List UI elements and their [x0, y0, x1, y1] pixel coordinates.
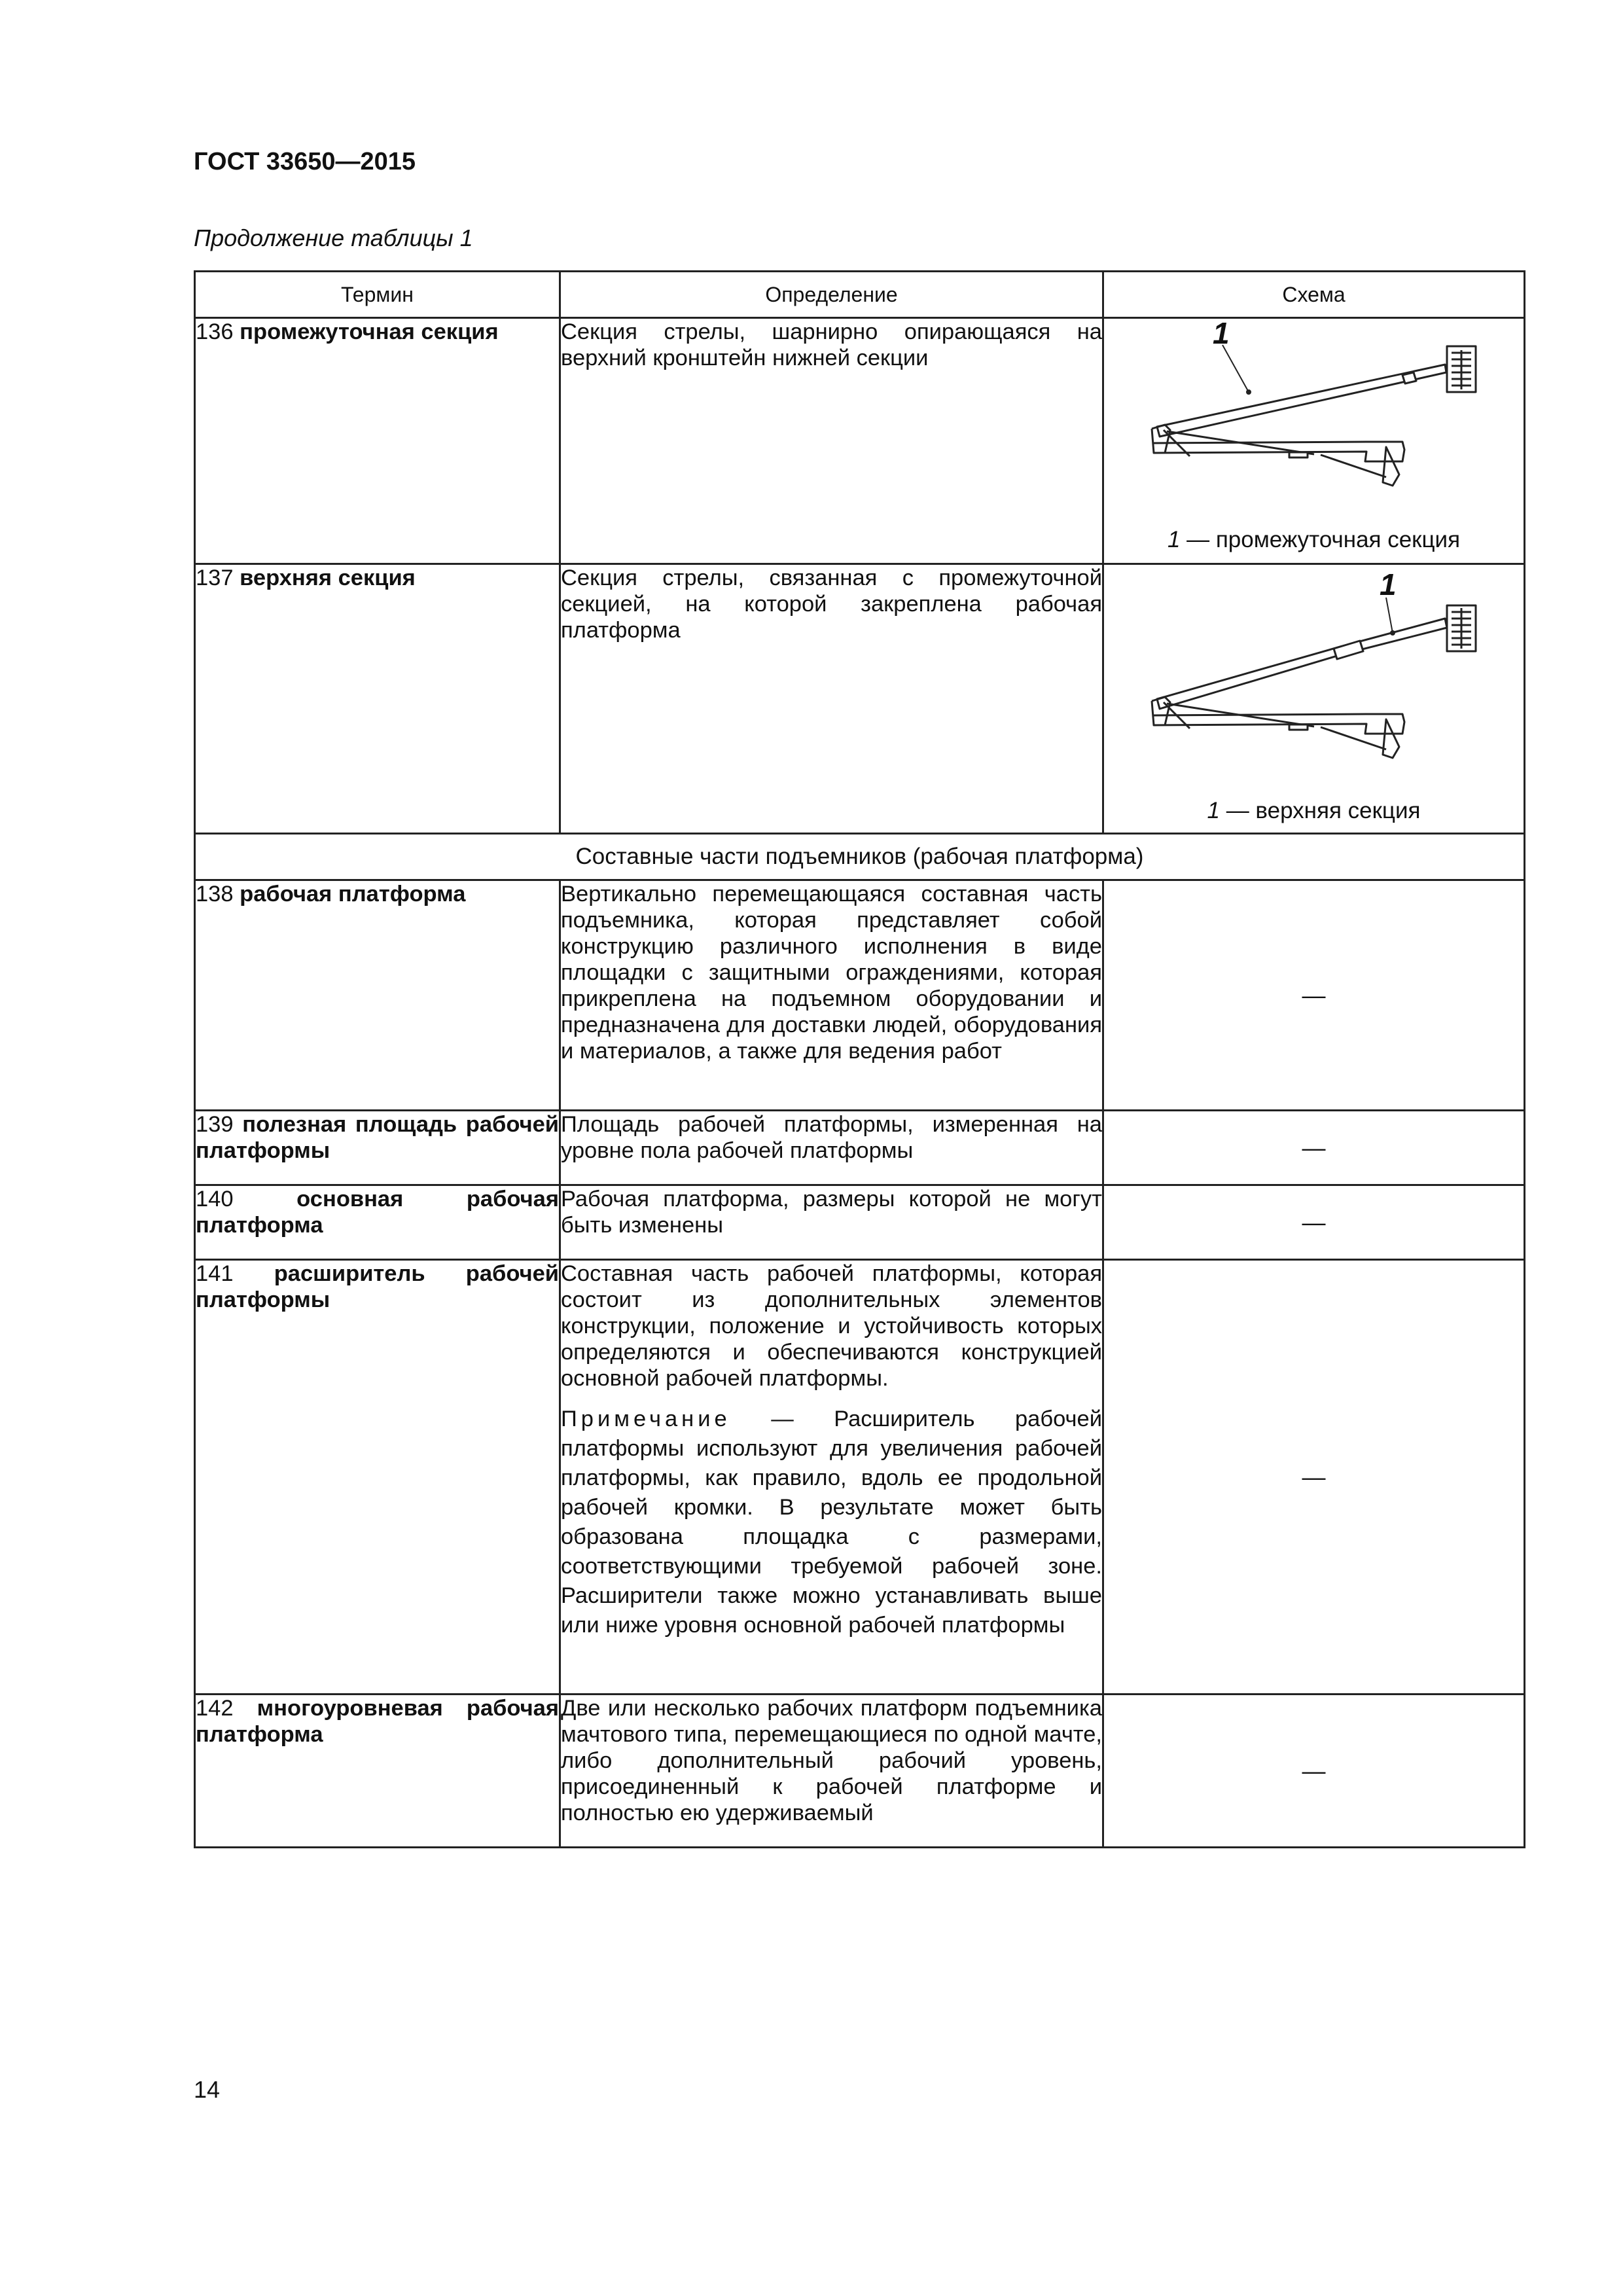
definition-text: Секция стрелы, шарнирно опирающаяся на верхний кронштейн нижней секции — [561, 319, 1102, 370]
boom-band-shape — [1402, 372, 1416, 384]
definition-text: Секция стрелы, связанная с промежуточной секцией, на которой закреплена рабочая платформа — [561, 565, 1102, 643]
scheme-caption-text: — промежуточная секция — [1180, 527, 1461, 552]
term-cell — [195, 564, 560, 834]
term-number: 137 — [196, 565, 234, 590]
section-heading: Составные части подъемников (рабочая платформа) — [195, 834, 1525, 880]
term-name: промежуточная секция — [240, 319, 499, 344]
page-number: 14 — [194, 2076, 221, 2103]
boom-band-shape — [1334, 641, 1363, 659]
document-header: ГОСТ 33650—2015 — [194, 148, 416, 175]
term-cell — [195, 1260, 560, 1695]
table-row — [195, 1695, 1525, 1848]
intermediate-boom-shape — [1157, 647, 1342, 709]
definition-note — [561, 1405, 1102, 1640]
scheme-caption — [1104, 798, 1524, 824]
term-cell — [195, 1111, 560, 1185]
table-row — [195, 880, 1525, 1111]
term-number: 141 — [196, 1261, 234, 1286]
definition-cell — [560, 1695, 1103, 1848]
scheme-cell — [1103, 564, 1525, 834]
scheme-dash: — — [1103, 1185, 1525, 1260]
leader-dot — [1246, 389, 1251, 395]
term-number: 136 — [196, 319, 234, 344]
section-heading-row — [195, 834, 1525, 880]
scheme-dash: — — [1103, 1111, 1525, 1185]
table-row — [195, 1260, 1525, 1695]
definition-cell — [560, 1185, 1103, 1260]
term-number: 139 — [196, 1112, 234, 1137]
table-row — [195, 1185, 1525, 1260]
table-row — [195, 1111, 1525, 1185]
scheme-caption-text: — верхняя секция — [1219, 798, 1421, 823]
lower-boom-hinge-shape — [1152, 697, 1170, 725]
term-name: многоуровневая рабочая платформа — [196, 1696, 559, 1747]
base-support-shape — [1383, 447, 1399, 486]
term-name: рабочая платформа — [240, 882, 466, 906]
leader-line — [1222, 345, 1249, 392]
table-caption: Продолжение таблицы 1 — [194, 224, 473, 251]
definition-text: Площадь рабочей платформы, измеренная на уровне пола рабочей платформы — [561, 1112, 1102, 1163]
lower-boom-shape — [1152, 701, 1404, 734]
definition-cell — [560, 1260, 1103, 1695]
definition-cell — [560, 880, 1103, 1111]
scheme-dash: — — [1103, 1260, 1525, 1695]
table-header-row — [195, 272, 1525, 318]
definition-cell — [560, 564, 1103, 834]
scheme-label: 1 — [1212, 319, 1230, 350]
table-row — [195, 318, 1525, 564]
term-number: 142 — [196, 1696, 234, 1721]
definition-cell — [560, 318, 1103, 564]
column-header-term: Термин — [195, 272, 560, 318]
definition-text: Составная часть рабочей платформы, которая состоит из дополнительных элементов конструкции, положение и устойчивость которых определяются и обеспечиваются конструкцией основной рабочей платформы. — [561, 1261, 1102, 1391]
terms-table — [194, 270, 1525, 1848]
definition-text: Вертикально перемещающаяся составная часть подъемника, которая представляет собой конструкцию различного исполнения в виде площадки с защитными ограждениями, которая прикреплена на подъемном оборудовании и предназначена для доставки людей, оборудования и материалов, а также для ведения работ — [561, 882, 1102, 1064]
term-cell — [195, 318, 560, 564]
term-cell — [195, 1695, 560, 1848]
scheme-cell — [1103, 318, 1525, 564]
scheme-label: 1 — [1379, 567, 1397, 601]
term-cell — [195, 1185, 560, 1260]
column-header-definition: Определение — [560, 272, 1103, 318]
scheme-caption — [1104, 527, 1524, 553]
table-row — [195, 564, 1525, 834]
definition-text: Рабочая платформа, размеры которой не могут быть изменены — [561, 1187, 1102, 1238]
term-name: расширитель рабочей платформы — [196, 1261, 559, 1312]
note-text: — Расширитель рабочей платформы используют для увеличения рабочей платформы, как правило, вдоль ее продольной рабочей кромки. В результате может быть образована площадка с размерами, соответствующими требуемой рабочей зоне. Расширители также можно устанавливать выше или ниже уровня основной рабочей платформы — [561, 1407, 1102, 1638]
term-cell — [195, 880, 560, 1111]
boom-band-shape — [1289, 452, 1308, 457]
definition-text: Две или несколько рабочих платформ подъемника мачтового типа, перемещающиеся по одной мачте, либо дополнительный рабочий уровень, присоединенный к рабочей платформе и полностью ею удерживаемый — [561, 1696, 1102, 1825]
term-number: 140 — [196, 1187, 234, 1211]
term-number: 138 — [196, 882, 234, 906]
boom-intermediate-section-diagram — [1105, 319, 1524, 528]
boom-upper-section-diagram — [1105, 565, 1524, 787]
leader-dot — [1390, 630, 1395, 636]
scheme-caption-num: 1 — [1207, 798, 1220, 823]
lower-boom-shape — [1152, 429, 1404, 461]
leader-line — [1386, 598, 1393, 633]
lower-boom-hinge-shape — [1152, 425, 1170, 453]
cylinder-line — [1321, 727, 1386, 749]
definition-cell — [560, 1111, 1103, 1185]
base-support-shape — [1383, 719, 1399, 758]
scheme-caption-num: 1 — [1167, 527, 1181, 552]
scheme-dash: — — [1103, 880, 1525, 1111]
term-name: верхняя секция — [240, 565, 416, 590]
boom-band-shape — [1289, 725, 1308, 730]
scheme-dash: — — [1103, 1695, 1525, 1848]
note-label: Примечание — [561, 1407, 731, 1431]
term-name: основная рабочая платформа — [196, 1187, 559, 1238]
column-header-scheme: Схема — [1103, 272, 1525, 318]
cylinder-line — [1321, 455, 1386, 477]
term-name: полезная площадь рабочей платформы — [196, 1112, 559, 1163]
